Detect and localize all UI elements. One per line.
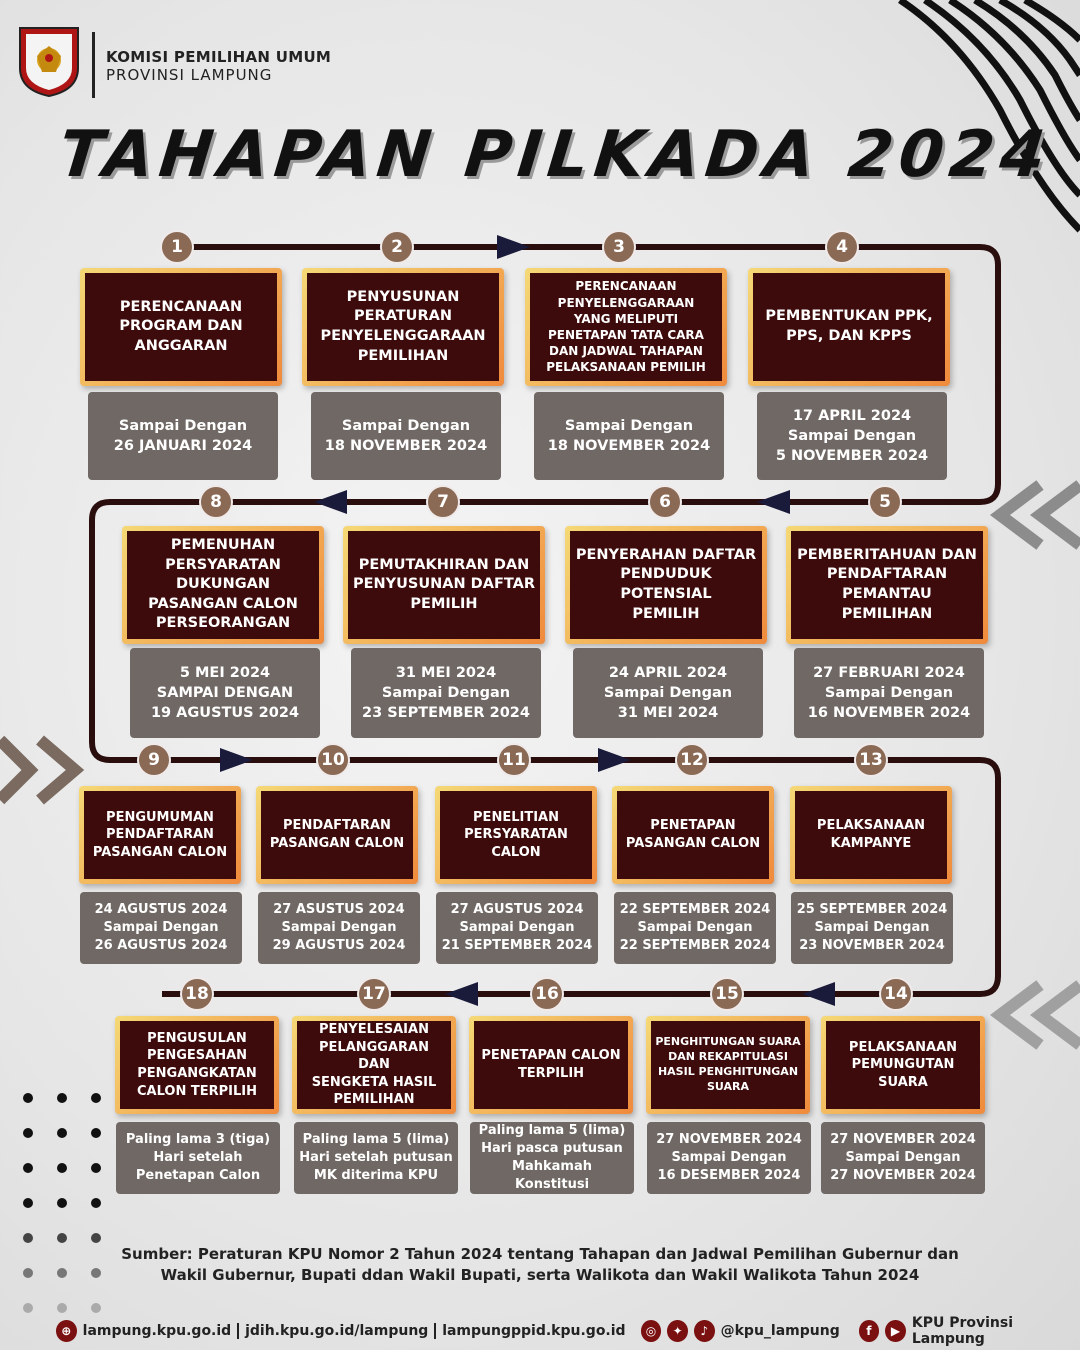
footer-separator: [434, 1323, 436, 1339]
chevron-decoration-left: [0, 740, 75, 800]
stage-number-badge: 12: [675, 743, 709, 777]
stage-title-card: PELAKSANAAN PEMUNGUTAN SUARA: [821, 1016, 985, 1114]
stage-number-badge: 10: [316, 743, 350, 777]
stage-date-card: Paling lama 5 (lima) Hari pasca putusan Mahkamah Konstitusi: [470, 1122, 634, 1194]
stage-number-badge: 4: [825, 230, 859, 264]
youtube-icon[interactable]: ▶: [885, 1320, 906, 1342]
chevron-decoration-right-top: [1000, 485, 1080, 545]
tiktok-icon[interactable]: ♪: [694, 1320, 715, 1342]
stage-date-card: 27 AGUSTUS 2024 Sampai Dengan 21 SEPTEMBER 2024: [436, 892, 598, 964]
stage-number-badge: 13: [854, 743, 888, 777]
stage-date-card: 27 NOVEMBER 2024 Sampai Dengan 27 NOVEMBER 2024: [821, 1122, 985, 1194]
facebook-icon[interactable]: f: [859, 1320, 880, 1342]
stage-number-badge: 8: [199, 485, 233, 519]
stage-date-card: Sampai Dengan 18 NOVEMBER 2024: [311, 392, 501, 480]
stage-title-card: PENETAPAN CALON TERPILIH: [469, 1016, 633, 1114]
stage-number-badge: 9: [137, 743, 171, 777]
stage-title-card: PEMUTAKHIRAN DAN PENYUSUNAN DAFTAR PEMILIH: [343, 526, 545, 644]
stage-date-card: Paling lama 3 (tiga) Hari setelah Penetapan Calon: [116, 1122, 280, 1194]
stage-title-card: PEMBERITAHUAN DAN PENDAFTARAN PEMANTAU PEMILIHAN: [786, 526, 988, 644]
stage-title-card: PELAKSANAAN KAMPANYE: [790, 786, 952, 884]
stage-title-card: PENELITIAN PERSYARATAN CALON: [435, 786, 597, 884]
stage-title-card: PENETAPAN PASANGAN CALON: [612, 786, 774, 884]
stage-number-badge: 11: [497, 743, 531, 777]
stage-date-card: 5 MEI 2024 SAMPAI DENGAN 19 AGUSTUS 2024: [130, 648, 320, 738]
website-link-3[interactable]: lampungppid.kpu.go.id: [442, 1323, 626, 1339]
page-name[interactable]: KPU Provinsi Lampung: [911, 1315, 1014, 1347]
stage-title-card: PEMBENTUKAN PPK, PPS, DAN KPPS: [748, 268, 950, 386]
stage-date-card: 24 AGUSTUS 2024 Sampai Dengan 26 AGUSTUS 2024: [80, 892, 242, 964]
wave-stripes-decoration: [900, 0, 1080, 230]
stage-date-card: 27 ASUSTUS 2024 Sampai Dengan 29 AGUSTUS 2024: [258, 892, 420, 964]
chevron-decoration-right-bottom: [1000, 985, 1080, 1045]
stage-number-badge: 2: [380, 230, 414, 264]
stage-title-card: PERENCANAAN PROGRAM DAN ANGGARAN: [80, 268, 282, 386]
stage-number-badge: 5: [868, 485, 902, 519]
stage-date-card: 22 SEPTEMBER 2024 Sampai Dengan 22 SEPTEMBER 2024: [614, 892, 776, 964]
stage-date-card: 31 MEI 2024 Sampai Dengan 23 SEPTEMBER 2024: [351, 648, 541, 738]
stage-number-badge: 6: [648, 485, 682, 519]
stage-number-badge: 15: [710, 977, 744, 1011]
stage-date-card: Sampai Dengan 26 JANUARI 2024: [88, 392, 278, 480]
source-note: Sumber: Peraturan KPU Nomor 2 Tahun 2024 tentang Tahapan dan Jadwal Pemilihan Gubernur dan Wakil Gubernur, Bupati ddan Wakil Bupati, serta Walikota dan Wakil Walikota Tahun 2024: [121, 1245, 959, 1284]
footer-separator: [237, 1323, 239, 1339]
org-name: KOMISI PEMILIHAN UMUM: [106, 48, 332, 66]
stage-title-card: PENYERAHAN DAFTAR PENDUDUK POTENSIAL PEMILIH: [565, 526, 767, 644]
stage-number-badge: 7: [426, 485, 460, 519]
stage-number-badge: 16: [530, 977, 564, 1011]
stage-date-card: 24 APRIL 2024 Sampai Dengan 31 MEI 2024: [573, 648, 763, 738]
stage-date-card: 27 NOVEMBER 2024 Sampai Dengan 16 DESEMBER 2024: [647, 1122, 811, 1194]
stage-number-badge: 17: [357, 977, 391, 1011]
stage-date-card: 17 APRIL 2024 Sampai Dengan 5 NOVEMBER 2024: [757, 392, 947, 480]
globe-icon: ⊕: [56, 1320, 77, 1342]
stage-title-card: PERENCANAAN PENYELENGGARAAN YANG MELIPUTI PENETAPAN TATA CARA DAN JADWAL TAHAPAN PELAKSANAAN PEMILIH: [525, 268, 727, 386]
twitter-icon[interactable]: ✦: [667, 1320, 688, 1342]
website-link-1[interactable]: lampung.kpu.go.id: [82, 1323, 232, 1339]
stage-title-card: PENGUMUMAN PENDAFTARAN PASANGAN CALON: [79, 786, 241, 884]
stage-number-badge: 14: [879, 977, 913, 1011]
stage-title-card: PENYELESAIAN PELANGGARAN DAN SENGKETA HASIL PEMILIHAN: [292, 1016, 456, 1114]
page-title: TAHAPAN PILKADA 2024: [55, 118, 1055, 192]
kpu-logo: [16, 24, 82, 98]
header-divider: [92, 32, 95, 98]
stage-date-card: 25 SEPTEMBER 2024 Sampai Dengan 23 NOVEMBER 2024: [791, 892, 953, 964]
stage-title-card: PENYUSUNAN PERATURAN PENYELENGGARAAN PEMILIHAN: [302, 268, 504, 386]
stage-number-badge: 3: [602, 230, 636, 264]
stage-title-card: PENGHITUNGAN SUARA DAN REKAPITULASI HASIL PENGHITUNGAN SUARA: [646, 1016, 810, 1114]
stage-title-card: PENGUSULAN PENGESAHAN PENGANGKATAN CALON TERPILIH: [115, 1016, 279, 1114]
stage-number-badge: 18: [180, 977, 214, 1011]
stage-title-card: PENDAFTARAN PASANGAN CALON: [256, 786, 418, 884]
stage-number-badge: 1: [160, 230, 194, 264]
website-link-2[interactable]: jdih.kpu.go.id/lampung: [245, 1323, 429, 1339]
stage-date-card: Paling lama 5 (lima) Hari setelah putusan MK diterima KPU: [294, 1122, 458, 1194]
stage-date-card: 27 FEBRUARI 2024 Sampai Dengan 16 NOVEMBER 2024: [794, 648, 984, 738]
social-handle[interactable]: @kpu_lampung: [720, 1323, 840, 1339]
stage-title-card: PEMENUHAN PERSYARATAN DUKUNGAN PASANGAN CALON PERSEORANGAN: [122, 526, 324, 644]
org-province: PROVINSI LAMPUNG: [106, 66, 273, 84]
stage-date-card: Sampai Dengan 18 NOVEMBER 2024: [534, 392, 724, 480]
instagram-icon[interactable]: ◎: [641, 1320, 662, 1342]
footer: [56, 1315, 1080, 1347]
